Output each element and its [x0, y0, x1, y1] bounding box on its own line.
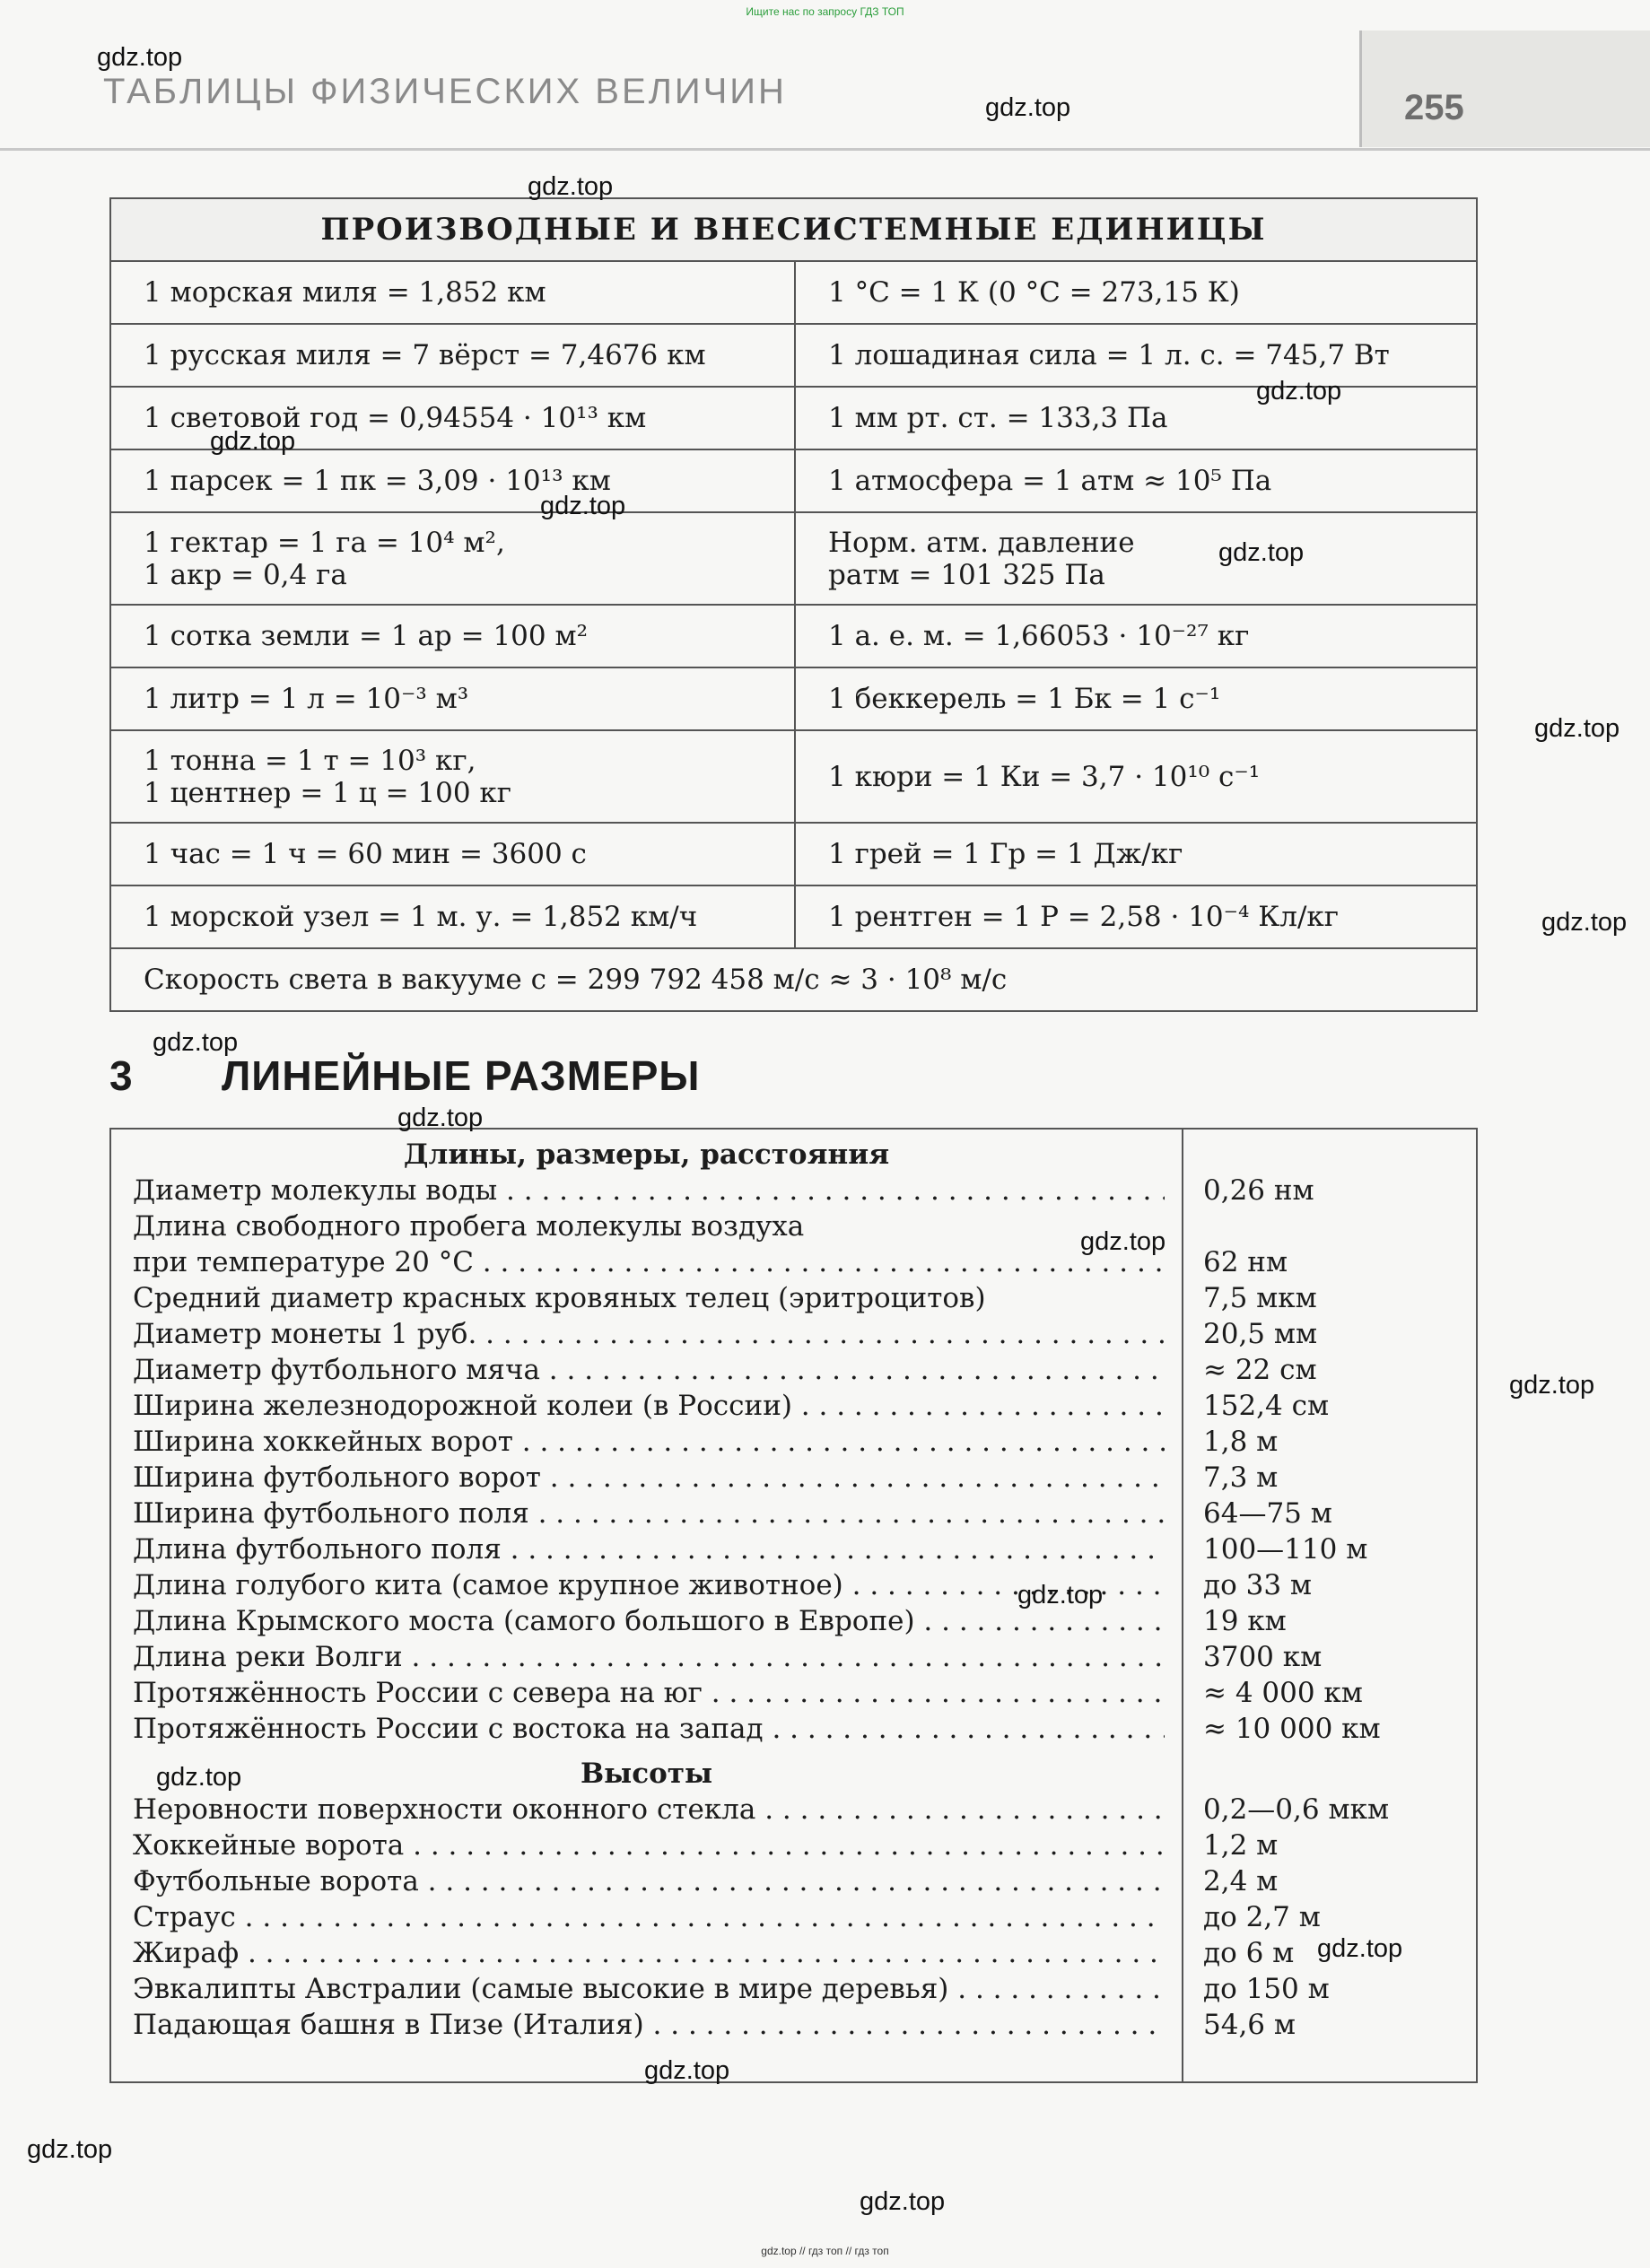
item-value: 7,3 м — [1203, 1461, 1279, 1494]
item-name: Ширина железнодорожной колеи (в России) . . . — [133, 1388, 1165, 1424]
section-number: 3 — [109, 1052, 133, 1099]
bottom-note: gdz.top // гдз топ // гдз топ — [761, 2245, 889, 2257]
watermark: gdz.top — [1541, 908, 1628, 937]
list-item — [111, 1496, 1476, 1531]
cell-line: Норм. атм. давление — [828, 526, 1135, 559]
item-value: 19 км — [1203, 1605, 1287, 1637]
item-name: Диаметр молекулы воды . . . — [133, 1173, 1165, 1208]
cell-line: 1 а. е. м. = 1,66053 · 10⁻²⁷ кг — [828, 620, 1250, 652]
cell-line: 1 кюри = 1 Ки = 3,7 · 10¹⁰ с⁻¹ — [828, 760, 1261, 793]
top-note: Ищите нас по запросу ГДЗ ТОП — [746, 5, 904, 18]
left-cell — [111, 731, 796, 822]
watermark: gdz.top — [644, 2056, 730, 2085]
section-title: ЛИНЕЙНЫЕ РАЗМЕРЫ — [222, 1052, 701, 1099]
list-item — [111, 1935, 1476, 1971]
item-name: Длина Крымского моста (самого большого в Европе) . . . — [133, 1603, 1165, 1639]
derived-units-table — [109, 197, 1478, 1012]
cell-line: 1 акр = 0,4 га — [144, 558, 347, 591]
item-value: ≈ 10 000 км — [1203, 1713, 1381, 1745]
item-name: Средний диаметр красных кровяных телец (эритроцитов) — [133, 1282, 986, 1314]
cell-line: 1 тонна = 1 т = 10³ кг, — [144, 744, 476, 777]
watermark: gdz.top — [1080, 1227, 1166, 1256]
watermark: gdz.top — [1256, 377, 1342, 406]
watermark: gdz.top — [528, 172, 614, 201]
cell-line: 1 морская миля = 1,852 км — [144, 276, 546, 309]
item-value: 1,8 м — [1203, 1426, 1279, 1458]
cell-line: 1 литр = 1 л = 10⁻³ м³ — [144, 683, 469, 715]
list-item — [111, 1567, 1476, 1603]
right-cell — [796, 325, 1476, 386]
list-item — [111, 1899, 1476, 1935]
item-name: Протяжённость России с востока на запад . . . — [133, 1711, 1165, 1747]
list-item — [111, 2007, 1476, 2043]
watermark: gdz.top — [1509, 1371, 1595, 1400]
watermark: gdz.top — [27, 2135, 113, 2164]
item-value: 0,2—0,6 мкм — [1203, 1793, 1390, 1826]
watermark: gdz.top — [97, 43, 183, 72]
item-value: 54,6 м — [1203, 2009, 1296, 2041]
item-name: при температуре 20 °С . . . — [133, 1244, 1165, 1280]
table-row — [111, 731, 1476, 824]
speed-of-light-row: Скорость света в вакууме c = 299 792 458 м/с ≈ 3 · 10⁸ м/с — [144, 964, 1008, 996]
item-name: Футбольные ворота . . . — [133, 1863, 1165, 1899]
item-value: 0,26 нм — [1203, 1174, 1314, 1207]
watermark: gdz.top — [540, 492, 626, 520]
list-item — [111, 1244, 1476, 1280]
list-item — [111, 1388, 1476, 1424]
table-row — [111, 262, 1476, 325]
left-cell — [111, 325, 796, 386]
item-value: 20,5 мм — [1203, 1318, 1318, 1350]
right-cell — [796, 513, 1476, 604]
right-cell — [796, 606, 1476, 667]
item-name: Длина реки Волги . . . — [133, 1639, 1165, 1675]
item-value: 64—75 м — [1203, 1497, 1332, 1530]
cell-line: 1 мм рт. ст. = 133,3 Па — [828, 402, 1168, 434]
cell-line: 1 световой год = 0,94554 · 10¹³ км — [144, 402, 647, 434]
item-value: до 150 м — [1203, 1973, 1330, 2005]
list-item — [111, 1863, 1476, 1899]
item-name: Длина свободного пробега молекулы воздуха — [133, 1210, 805, 1243]
table-row — [111, 668, 1476, 731]
watermark: gdz.top — [985, 93, 1071, 122]
item-value: до 6 м — [1203, 1937, 1295, 1969]
right-cell — [796, 668, 1476, 729]
right-cell — [796, 824, 1476, 885]
cell-line: 1 лошадиная сила = 1 л. с. = 745,7 Вт — [828, 339, 1390, 371]
item-name: Падающая башня в Пизе (Италия) . . . — [133, 2007, 1165, 2043]
table-row — [111, 606, 1476, 668]
left-cell — [111, 606, 796, 667]
item-name: Ширина футбольного ворот . . . — [133, 1460, 1165, 1496]
cell-line: 1 °С = 1 К (0 °С = 273,15 К) — [828, 276, 1240, 309]
list-item — [111, 1827, 1476, 1863]
list-item — [111, 1531, 1476, 1567]
item-value: до 2,7 м — [1203, 1901, 1321, 1933]
item-name: Жираф . . . — [133, 1935, 1165, 1971]
list-item — [111, 1711, 1476, 1747]
cell-line: 1 атмосфера = 1 атм ≈ 10⁵ Па — [828, 465, 1272, 497]
list-item — [111, 1603, 1476, 1639]
list-item — [111, 1173, 1476, 1208]
table-body — [111, 262, 1476, 949]
item-name: Протяжённость России с севера на юг . . . — [133, 1675, 1165, 1711]
cell-line: 1 сотка земли = 1 ар = 100 м² — [144, 620, 589, 652]
cell-line: 1 парсек = 1 пк = 3,09 · 10¹³ км — [144, 465, 611, 497]
left-cell — [111, 262, 796, 323]
item-value: ≈ 22 см — [1203, 1354, 1317, 1386]
item-name: Ширина хоккейных ворот . . . — [133, 1424, 1165, 1460]
left-cell — [111, 668, 796, 729]
item-name: Хоккейные ворота . . . — [133, 1827, 1165, 1863]
list-item — [111, 1460, 1476, 1496]
watermark: gdz.top — [1534, 714, 1620, 743]
item-name: Эвкалипты Австралии (самые высокие в мире деревья) . . . — [133, 1971, 1165, 2007]
list-item — [111, 1352, 1476, 1388]
list-item — [111, 1208, 1476, 1244]
cell-line: 1 час = 1 ч = 60 мин = 3600 с — [144, 838, 587, 870]
header-divider — [0, 148, 1650, 151]
right-cell — [796, 388, 1476, 449]
subheading: Длины, размеры, расстояния — [403, 1138, 890, 1171]
cell-line: 1 морской узел = 1 м. у. = 1,852 км/ч — [144, 901, 698, 933]
left-cell — [111, 886, 796, 947]
item-value: 1,2 м — [1203, 1829, 1279, 1862]
item-value: 152,4 см — [1203, 1390, 1330, 1422]
list-item — [111, 1424, 1476, 1460]
table-title: ПРОИЗВОДНЫЕ И ВНЕСИСТЕМНЫЕ ЕДИНИЦЫ — [111, 199, 1476, 262]
item-value: 62 нм — [1203, 1246, 1288, 1278]
watermark: gdz.top — [1218, 538, 1305, 567]
item-value: 100—110 м — [1203, 1533, 1368, 1566]
linear-sizes-table — [109, 1128, 1478, 2083]
left-cell — [111, 824, 796, 885]
watermark: gdz.top — [860, 2187, 946, 2216]
watermark: gdz.top — [210, 427, 296, 456]
item-name: Длина голубого кита (самое крупное животное) . . . — [133, 1567, 1165, 1603]
item-name: Страус . . . — [133, 1899, 1165, 1935]
item-value: 7,5 мкм — [1203, 1282, 1317, 1314]
table-row — [111, 450, 1476, 513]
watermark: gdz.top — [156, 1763, 242, 1792]
left-cell — [111, 450, 796, 511]
left-cell — [111, 513, 796, 604]
right-cell — [796, 262, 1476, 323]
item-name: Диаметр футбольного мяча . . . — [133, 1352, 1165, 1388]
page-number-box — [1359, 31, 1650, 147]
running-head: ТАБЛИЦЫ ФИЗИЧЕСКИХ ВЕЛИЧИН — [103, 72, 787, 111]
cell-line: pатм = 101 325 Па — [828, 558, 1105, 591]
item-name: Диаметр монеты 1 руб. . . . — [133, 1316, 1165, 1352]
item-name: Длина футбольного поля . . . — [133, 1531, 1165, 1567]
item-value: 3700 км — [1203, 1641, 1323, 1673]
page-number: 255 — [1404, 88, 1464, 127]
cell-line: 1 беккерель = 1 Бк = 1 с⁻¹ — [828, 683, 1221, 715]
cell-line: 1 гектар = 1 га = 10⁴ м², — [144, 526, 505, 559]
list-item — [111, 1971, 1476, 2007]
table-row — [111, 824, 1476, 886]
right-cell — [796, 450, 1476, 511]
item-value: ≈ 4 000 км — [1203, 1677, 1363, 1709]
list-item — [111, 1792, 1476, 1827]
watermark: gdz.top — [153, 1028, 239, 1057]
watermark: gdz.top — [1017, 1581, 1104, 1609]
item-name: Неровности поверхности оконного стекла . . . — [133, 1792, 1165, 1827]
subheading: Высоты — [580, 1758, 713, 1790]
item-value: 2,4 м — [1203, 1865, 1279, 1897]
right-cell — [796, 731, 1476, 822]
list-item — [111, 1675, 1476, 1711]
list-item — [111, 1316, 1476, 1352]
list-item — [111, 1639, 1476, 1675]
table-row — [111, 886, 1476, 949]
cell-line: 1 центнер = 1 ц = 100 кг — [144, 776, 512, 809]
cell-line: 1 русская миля = 7 вёрст = 7,4676 км — [144, 339, 706, 371]
right-cell — [796, 886, 1476, 947]
watermark: gdz.top — [1317, 1934, 1403, 1963]
cell-line: 1 рентген = 1 Р = 2,58 · 10⁻⁴ Кл/кг — [828, 901, 1340, 933]
item-name: Ширина футбольного поля . . . — [133, 1496, 1165, 1531]
watermark: gdz.top — [397, 1103, 484, 1132]
cell-line: 1 грей = 1 Гр = 1 Дж/кг — [828, 838, 1183, 870]
list-item — [111, 1280, 1476, 1316]
item-value: до 33 м — [1203, 1569, 1313, 1601]
